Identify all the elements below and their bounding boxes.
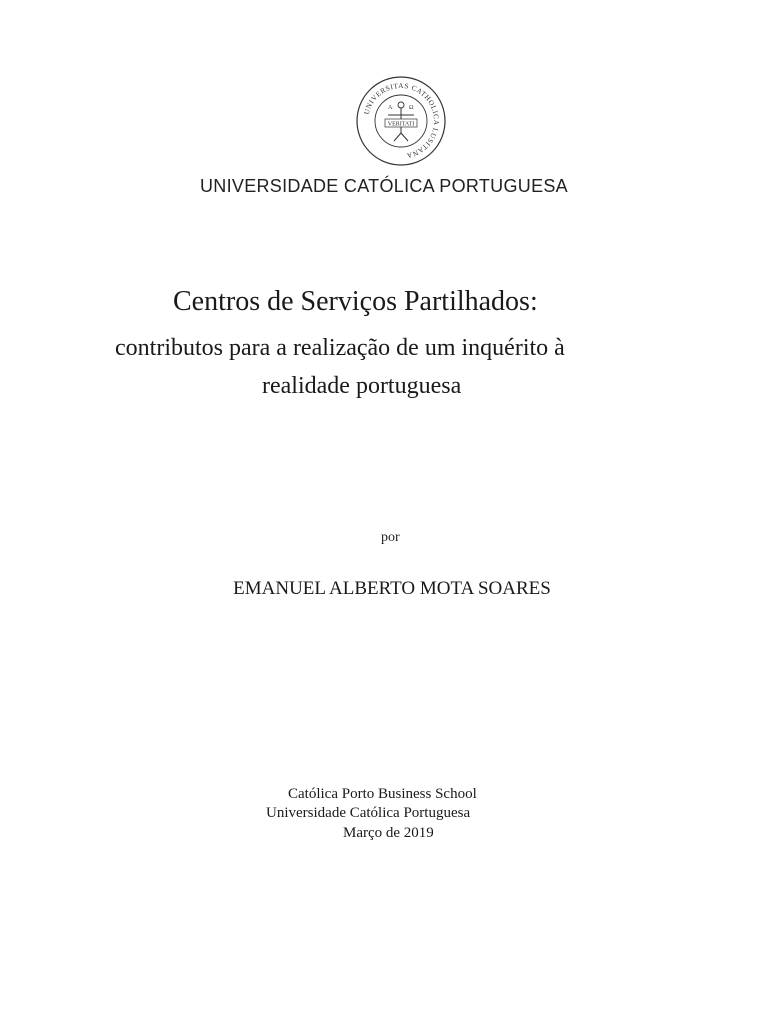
svg-text:VERITATI: VERITATI <box>387 121 415 128</box>
svg-text:A: A <box>388 105 393 111</box>
thesis-subtitle-line-2: realidade portuguesa <box>262 373 462 399</box>
author-name: EMANUEL ALBERTO MOTA SOARES <box>233 578 551 599</box>
by-label: por <box>381 530 400 545</box>
thesis-title: Centros de Serviços Partilhados: <box>173 286 538 317</box>
university-name-footer: Universidade Católica Portuguesa <box>266 805 471 821</box>
svg-text:UNIVERSITAS CATHOLICA LUSITANA: UNIVERSITAS CATHOLICA LUSITANA <box>362 81 441 160</box>
submission-date: Março de 2019 <box>343 825 434 841</box>
school-name: Católica Porto Business School <box>288 786 477 802</box>
university-seal-icon <box>355 75 447 167</box>
university-name: UNIVERSIDADE CATÓLICA PORTUGUESA <box>199 176 568 196</box>
svg-text:Ω: Ω <box>409 105 414 111</box>
thesis-subtitle-line-1: contributos para a realização de um inquérito à <box>115 335 565 361</box>
